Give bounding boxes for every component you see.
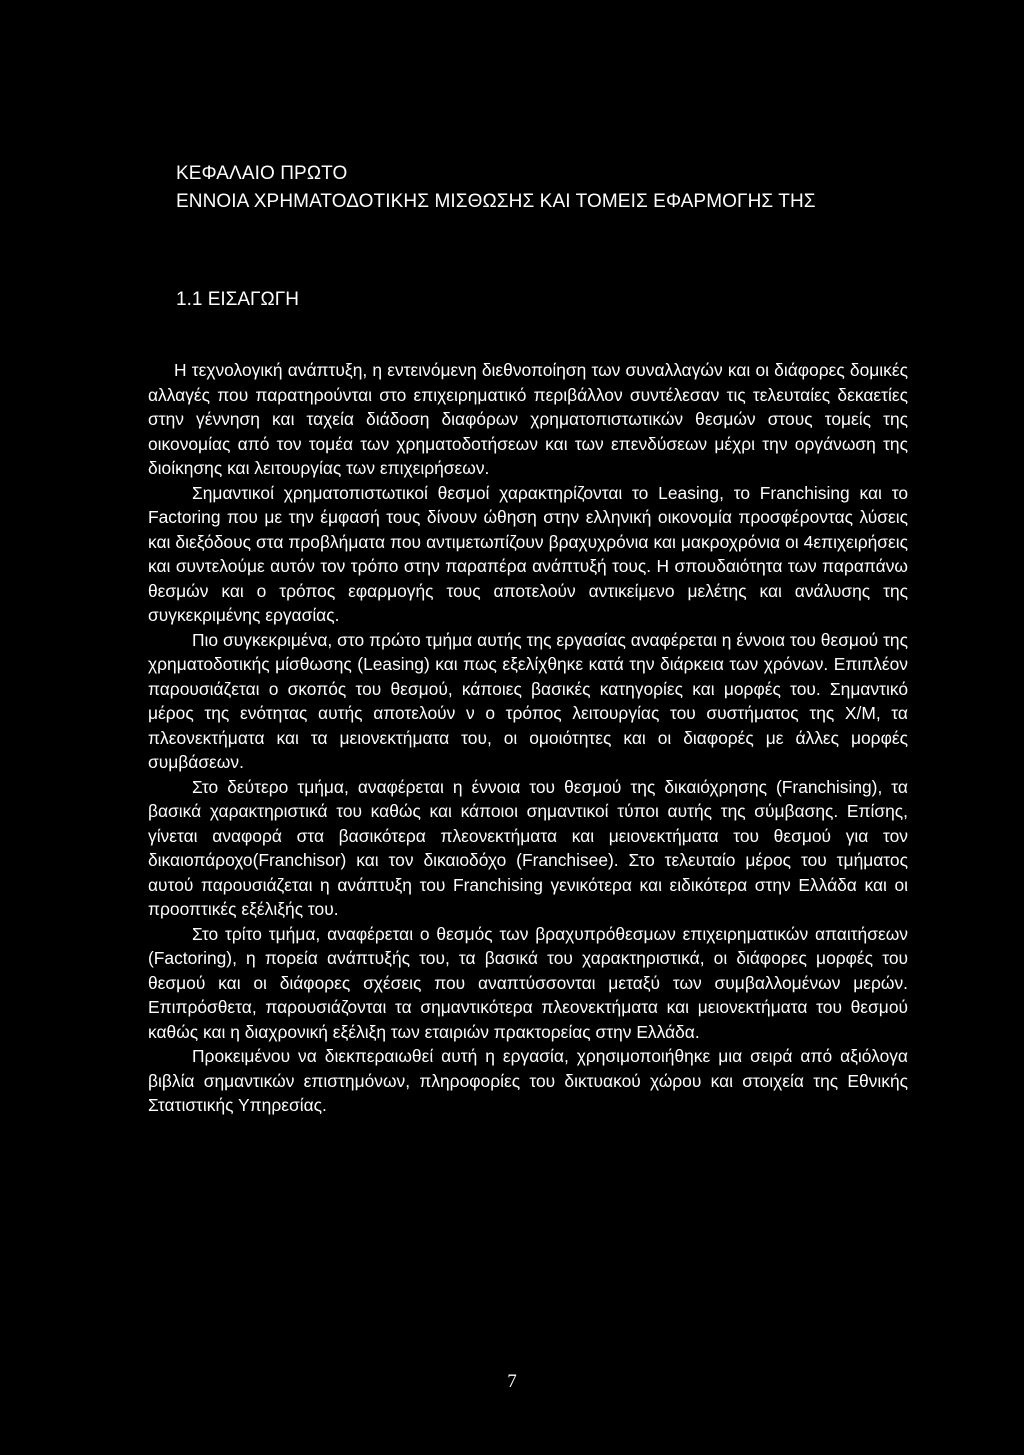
paragraph-institutions: Σημαντικοί χρηματοπιστωτικοί θεσμοί χαρακτηρίζονται το Leasing, το Franchising και το Factoring που με την έμφασή τους δίνουν ώθηση στην ελληνική οικονομία προσφέροντας λύσεις και διεξόδους στα προβλήματα που αντιμετωπίζουν βραχυχρόνια και μακροχρόνια οι 4επιχειρήσεις και συντελούμε αυτόν τον τρόπο στην παραπέρα ανάπτυξή τους. Η σπουδαιότητα των παραπάνω θεσμών και ο τρόπος εφαρμογής τους αποτελούν αντικείμενο μελέτης και ανάλυσης της συγκεκριμένης εργασίας. <box>148 482 908 625</box>
page-number: 7 <box>507 1371 517 1392</box>
body-text <box>148 358 908 1118</box>
chapter-label: ΚΕΦΑΛΑΙΟ ΠΡΩΤΟ <box>176 163 348 184</box>
section-title: 1.1 ΕΙΣΑΓΩΓΗ <box>176 289 299 310</box>
chapter-title: ΕΝΝΟΙΑ ΧΡΗΜΑΤΟΔΟΤΙΚΗΣ ΜΙΣΘΩΣΗΣ ΚΑΙ ΤΟΜΕΙΣ ΕΦΑΡΜΟΓΗΣ ΤΗΣ <box>176 191 816 212</box>
paragraph-franchising: Στο δεύτερο τμήμα, αναφέρεται η έννοια του θεσμού της δικαιόχρησης (Franchising), τα βασικά χαρακτηριστικά του καθώς και κάποιοι σημαντικοί τύποι αυτής της σύμβασης. Επίσης, γίνεται αναφορά στα βασικότερα πλεονεκτήματα και μειονεκτήματα του θεσμού για τον δικαιοπάροχο(Franchisor) και τον δικαιοδόχο (Franchisee). Στο τελευταίο μέρος του τμήματος αυτού παρουσιάζεται η ανάπτυξη του Franchising γενικότερα και ειδικότερα στην Ελλάδα και οι προοπτικές εξέλιξής του. <box>148 776 908 919</box>
paragraph-intro: Η τεχνολογική ανάπτυξη, η εντεινόμενη διεθνοποίηση των συναλλαγών και οι διάφορες δομικές αλλαγές που παρατηρούνται στο επιχειρηματικό περιβάλλον συντέλεσαν τις τελευταίες δεκαετίες στην γέννηση και ταχεία διάδοση διαφόρων χρηματοπιστωτικών θεσμών στους τομείς της οικονομίας από τον τομέα των χρηματοδοτήσεων και των επενδύσεων μέχρι την οργάνωση της διοίκησης και λειτουργίας των επιχειρήσεων. <box>148 360 908 478</box>
paragraph-leasing: Πιο συγκεκριμένα, στο πρώτο τμήμα αυτής της εργασίας αναφέρεται η έννοια του θεσμού της χρηματοδοτικής μίσθωσης (Leasing) και πως εξελίχθηκε κατά την διάρκεια των χρόνων. Επιπλέον παρουσιάζεται ο σκοπός του θεσμού, κάποιες βασικές κατηγορίες και μορφές του. Σημαντικό μέρος της ενότητας αυτής αποτελούν ν ο τρόπος λειτουργίας του συστήματος της Χ/Μ, τα πλεονεκτήματα και τα μειονεκτήματα του, οι ομοιότητες και οι διαφορές με άλλες μορφές συμβάσεων. <box>148 629 908 772</box>
paragraph-sources: Προκειμένου να διεκπεραιωθεί αυτή η εργασία, χρησιμοποιήθηκε μια σειρά από αξιόλογα βιβλία σημαντικών επιστημόνων, πληροφορίες του δικτυακού χώρου και στοιχεία της Εθνικής Στατιστικής Υπηρεσίας. <box>148 1046 908 1115</box>
paragraph-factoring: Στο τρίτο τμήμα, αναφέρεται ο θεσμός των βραχυπρόθεσμων επιχειρηματικών απαιτήσεων (Factoring), η πορεία ανάπτυξής του, τα βασικά του χαρακτηριστικά, οι διάφορες μορφές του θεσμού και οι διάφορες σχέσεις που αναπτύσσονται μεταξύ των συμβαλλομένων μερών. Επιπρόσθετα, παρουσιάζονται τα σημαντικότερα πλεονεκτήματα και μειονεκτήματα του θεσμού καθώς και η διαχρονική εξέλιξη των εταιριών πρακτορείας στην Ελλάδα. <box>148 923 908 1042</box>
chapter-heading <box>176 160 936 216</box>
